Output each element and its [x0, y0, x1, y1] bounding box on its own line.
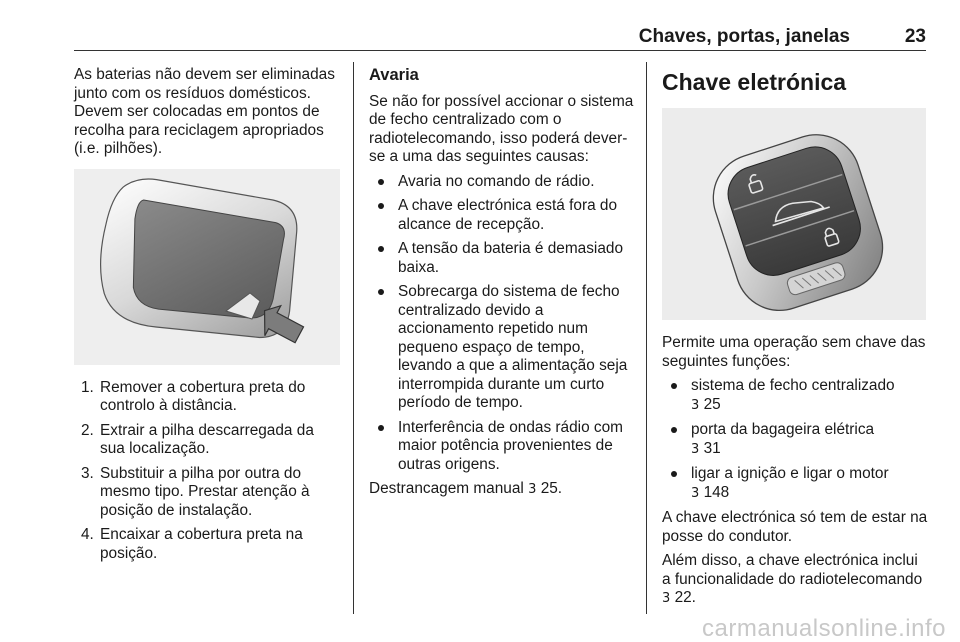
page-reference-icon: 3	[691, 397, 700, 413]
column-malfunction	[369, 66, 637, 506]
step-text: Substituir a pilha por outra do mesmo tipo. Prestar atenção à posição de instalação.	[100, 464, 310, 519]
bullet-icon	[378, 203, 384, 209]
electronic-key-illustration	[662, 108, 926, 320]
column-battery-replacement	[74, 66, 340, 569]
list-item	[662, 465, 930, 503]
step-number: 3.	[81, 464, 94, 482]
malfunction-intro: Se não for possível accionar o sistema de fecho centralizado com o radiotelecomando, isso poderá dever-se a uma das seguintes causas:	[369, 92, 634, 165]
page-reference-icon: 3	[691, 441, 700, 457]
cause-text: Interferência de ondas rádio com maior potência provenientes de outras origens.	[398, 418, 624, 473]
manual-unlock-reference	[369, 480, 637, 500]
bullet-icon	[671, 471, 677, 477]
watermark: carmanualsonline.info	[702, 614, 946, 642]
section-title: Chaves, portas, janelas	[638, 26, 850, 47]
electronic-key-intro: Permite uma operação sem chave das seguintes funções:	[662, 334, 926, 370]
list-item	[74, 422, 340, 459]
column-divider	[646, 62, 647, 614]
list-item	[74, 379, 340, 416]
remote-function-note	[662, 552, 930, 609]
manual-unlock-text: Destrancagem manual	[369, 480, 524, 497]
page-reference-link[interactable]: 25	[703, 395, 721, 413]
page-reference-icon: 3	[528, 482, 537, 497]
step-text: Remover a cobertura preta do controlo à distância.	[100, 378, 306, 414]
list-item	[74, 465, 340, 521]
list-item	[369, 283, 637, 413]
column-electronic-key	[662, 66, 930, 615]
bullet-icon	[671, 383, 677, 389]
step-number: 4.	[81, 526, 94, 543]
page-reference-link[interactable]: 31	[703, 439, 721, 457]
bullet-icon	[671, 427, 677, 433]
step-number: 2.	[81, 421, 94, 439]
battery-steps-list	[74, 379, 340, 564]
list-item	[369, 197, 637, 234]
bullet-icon	[378, 425, 384, 431]
electronic-key-heading: Chave eletrónica	[662, 69, 847, 95]
cause-text: Sobrecarga do sistema de fecho centralizado devido a accionamento repetido num pequeno espaço de tempo, levando a que a alimentação seja interrompida durante um curto período de tempo.	[398, 283, 628, 411]
page-reference-link[interactable]: 22.	[674, 589, 696, 606]
key-functions-list	[662, 377, 930, 503]
cause-text: Avaria no comando de rádio.	[398, 172, 595, 190]
list-item	[369, 240, 637, 277]
remote-function-text: Além disso, a chave electrónica inclui a funcionalidade do radiotelecomando	[662, 552, 923, 588]
malfunction-causes-list	[369, 173, 637, 475]
malfunction-heading: Avaria	[369, 66, 419, 84]
page-header	[74, 22, 926, 51]
column-divider	[353, 62, 354, 614]
bullet-icon	[378, 289, 384, 295]
bullet-icon	[378, 179, 384, 185]
battery-disposal-note: As baterias não devem ser eliminadas junto com os resíduos domésticos. Devem ser colocadas em pontos de recolha para reciclagem apropriados (i.e. pilhões).	[74, 66, 335, 157]
function-text: sistema de fecho centralizado	[691, 377, 895, 394]
page-reference-link[interactable]: 25.	[540, 480, 563, 497]
step-text: Extrair a pilha descarregada da sua localização.	[100, 421, 314, 457]
function-text: porta da bagageira elétrica	[691, 421, 875, 438]
step-text: Encaixar a cobertura preta na posição.	[100, 526, 303, 562]
step-number: 1.	[81, 378, 94, 396]
list-item	[662, 377, 930, 415]
function-text: ligar a ignição e ligar o motor	[691, 465, 889, 482]
page-reference-icon: 3	[691, 485, 700, 501]
page-number: 23	[904, 26, 926, 47]
bullet-icon	[378, 246, 384, 252]
list-item	[369, 173, 637, 192]
page-reference-link[interactable]: 148	[703, 483, 730, 501]
list-item	[74, 526, 340, 563]
cause-text: A chave electrónica está fora do alcance de recepção.	[398, 197, 618, 233]
list-item	[662, 421, 930, 459]
page-reference-icon: 3	[662, 591, 671, 606]
list-item	[369, 419, 637, 475]
cause-text: A tensão da bateria é demasiado baixa.	[398, 240, 624, 276]
possession-note: A chave electrónica só tem de estar na posse do condutor.	[662, 509, 928, 545]
key-battery-cover-illustration	[74, 169, 340, 365]
